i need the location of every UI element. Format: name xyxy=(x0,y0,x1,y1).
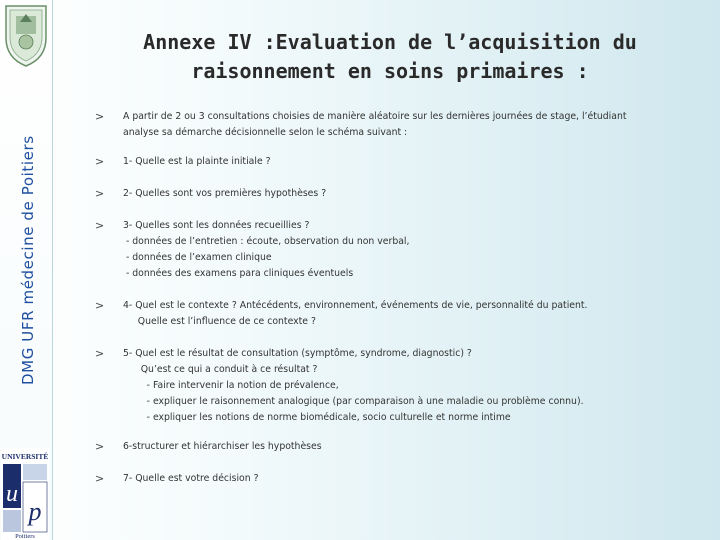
bullet-arrow-icon: > xyxy=(95,187,105,200)
list-item-text xyxy=(123,346,683,426)
title-line-1: Annexe IV :Evaluation de l’acquisition du xyxy=(143,30,637,54)
bullet-arrow-icon: > xyxy=(95,155,105,168)
list-item-text xyxy=(123,186,683,202)
bullet-arrow-icon: > xyxy=(95,440,105,453)
sidebar-vertical-title: DMG UFR médecine de Poitiers xyxy=(19,135,37,385)
list-item-line: - données des examens para cliniques éventuels xyxy=(123,268,354,279)
logo-text-universite: UNIVERSITÉ xyxy=(1,452,49,461)
list-item-text xyxy=(123,439,683,455)
bullet-arrow-icon: > xyxy=(95,299,105,312)
list-item-text xyxy=(123,154,683,170)
list-item-line: 6-structurer et hiérarchiser les hypothèses xyxy=(123,441,322,452)
list-item-line: - Faire intervenir la notion de prévalence, xyxy=(123,380,339,391)
universite-poitiers-logo xyxy=(1,448,49,540)
list-item-line: - expliquer le raisonnement analogique (par comparaison à une maladie ou problème connu). xyxy=(123,396,584,407)
logo-letter-p: p xyxy=(28,497,42,526)
list-item-line: 5- Quel est le résultat de consultation (symptôme, syndrome, diagnostic) ? xyxy=(123,348,472,359)
list-item-line: 4- Quel est le contexte ? Antécédents, environnement, événements de vie, personnalité du patient. xyxy=(123,300,588,311)
list-item-line: 2- Quelles sont vos premières hypothèses ? xyxy=(123,188,327,199)
list-item-line: 7- Quelle est votre décision ? xyxy=(123,473,259,484)
list-item-line: Quelle est l’influence de ce contexte ? xyxy=(123,316,316,327)
list-item-text xyxy=(123,298,683,330)
list-item-line: - données de l’entretien : écoute, observation du non verbal, xyxy=(123,236,410,247)
bullet-arrow-icon: > xyxy=(95,219,105,232)
list-item-line: Qu’est ce qui a conduit à ce résultat ? xyxy=(123,364,318,375)
title-line-2: raisonnement en soins primaires : xyxy=(191,59,589,83)
list-item-text xyxy=(123,218,683,282)
list-item-line: analyse sa démarche décisionnelle selon le schéma suivant : xyxy=(123,127,408,138)
bullet-arrow-icon: > xyxy=(95,472,105,485)
bullet-arrow-icon: > xyxy=(95,347,105,360)
logo-letter-u: u xyxy=(6,481,18,507)
list-item-line: 3- Quelles sont les données recueillies ? xyxy=(123,220,310,231)
list-item-line: 1- Quelle est la plainte initiale ? xyxy=(123,156,271,167)
bullet-arrow-icon: > xyxy=(95,110,105,123)
page-title xyxy=(60,28,720,86)
list-item-text xyxy=(123,109,683,141)
sidebar xyxy=(0,0,53,540)
faculty-crest-icon xyxy=(2,2,50,68)
list-item-text xyxy=(123,471,683,487)
list-item-line: - expliquer les notions de norme biomédicale, socio culturelle et norme intime xyxy=(123,412,511,423)
logo-text-poitiers: Poitiers xyxy=(15,533,35,540)
list-item-line: A partir de 2 ou 3 consultations choisies de manière aléatoire sur les dernières journées de stage, l’étudiant xyxy=(123,111,627,122)
list-item-line: - données de l’examen clinique xyxy=(123,252,272,263)
